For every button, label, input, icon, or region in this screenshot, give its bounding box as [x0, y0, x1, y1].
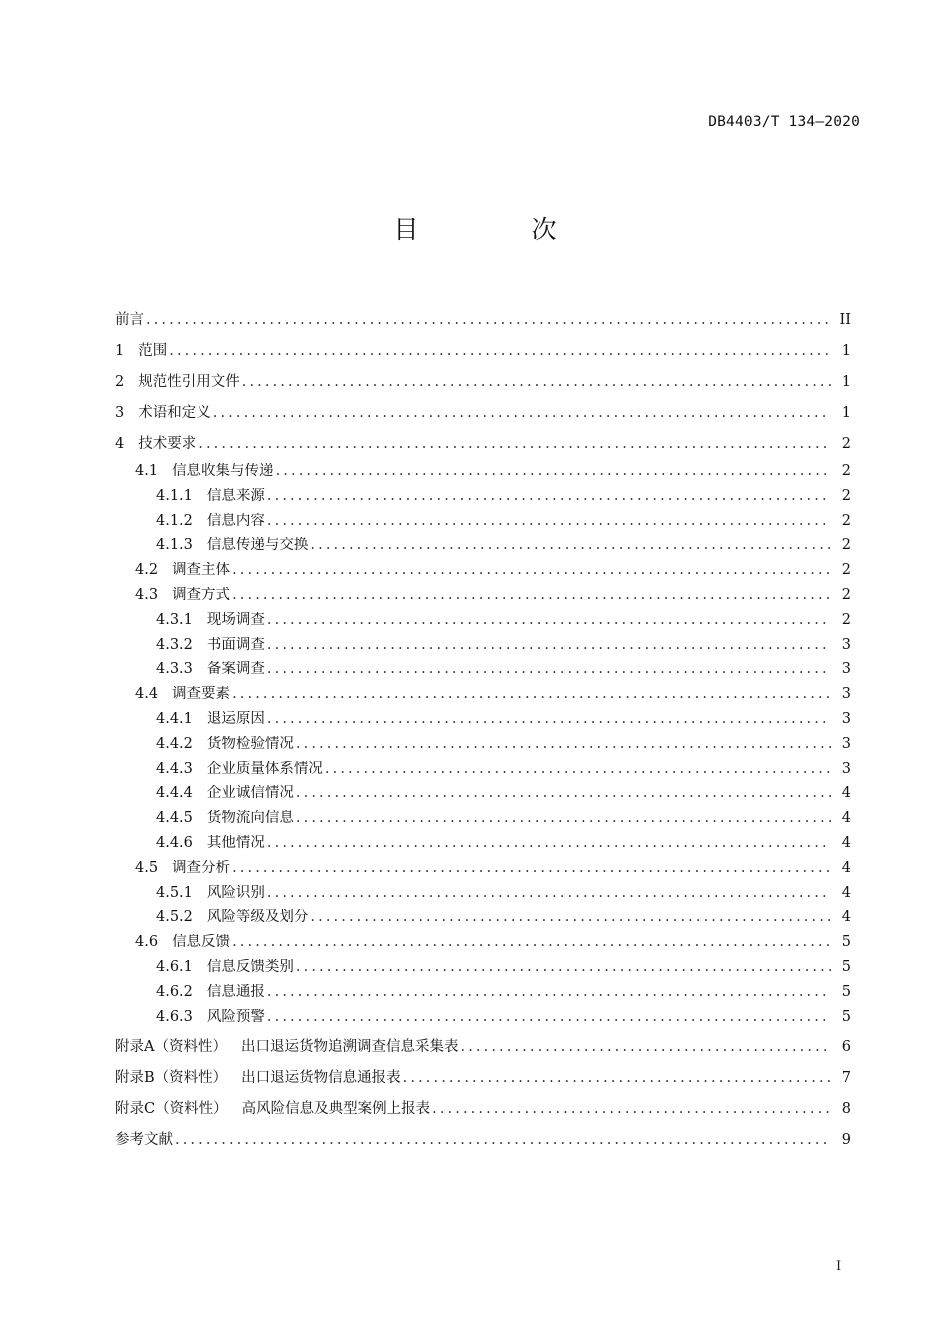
- toc-entry-page: 8: [841, 1101, 851, 1118]
- toc-entry-label: 企业质量体系情况: [206, 760, 323, 777]
- toc-entry-page: 3: [841, 686, 851, 703]
- toc-entry-page: 2: [841, 487, 851, 504]
- toc-leader-dots: [276, 463, 831, 479]
- toc-entry-label: 货物检验情况: [206, 735, 294, 752]
- toc-entry-label: 风险预警: [206, 1008, 265, 1025]
- toc-entry-number: 4.6.1: [156, 958, 193, 975]
- toc-leader-dots: [267, 835, 831, 851]
- toc-entry-page: 3: [841, 710, 851, 727]
- toc-entry[interactable]: [115, 537, 851, 562]
- toc-entry[interactable]: [115, 1095, 851, 1126]
- toc-entry[interactable]: [115, 1126, 851, 1157]
- toc-entry-number: 4.3.2: [156, 636, 193, 653]
- toc-entry-label: 高风险信息及典型案例上报表: [241, 1101, 431, 1118]
- toc-leader-dots: [432, 1101, 831, 1117]
- toc-entry-page: 3: [841, 735, 851, 752]
- toc-leader-dots: [267, 711, 831, 727]
- toc-entry-number: 2: [115, 374, 125, 390]
- toc-entry-label: 书面调查: [206, 636, 265, 653]
- toc-leader-dots: [232, 934, 831, 950]
- toc-entry-number: 4.3.1: [156, 611, 193, 628]
- toc-entry[interactable]: [115, 860, 851, 885]
- toc-entry[interactable]: [115, 909, 851, 934]
- toc-entry-number: 4.1: [135, 463, 159, 479]
- toc-entry-page: 2: [841, 611, 851, 628]
- toc-entry-label: 信息传递与交换: [206, 537, 309, 554]
- page-title: 目 次: [393, 215, 601, 244]
- toc-entry-label: 现场调查: [206, 611, 265, 628]
- toc-entry[interactable]: [115, 401, 851, 432]
- toc-entry[interactable]: [115, 934, 851, 959]
- toc-entry-number: 4.5.1: [156, 884, 193, 901]
- toc-leader-dots: [310, 909, 831, 925]
- toc-entry[interactable]: [115, 637, 851, 662]
- toc-entry-number: 附录A（资料性）: [115, 1039, 227, 1056]
- toc-entry[interactable]: [115, 370, 851, 401]
- toc-leader-dots: [232, 562, 831, 578]
- toc-entry-page: II: [839, 312, 851, 328]
- document-code: DB4403/T 134—2020: [708, 114, 860, 130]
- toc-entry-page: 4: [841, 785, 851, 802]
- toc-leader-dots: [267, 661, 831, 677]
- toc-leader-dots: [242, 374, 831, 390]
- toc-entry-number: 4.4.5: [156, 810, 193, 827]
- toc-leader-dots: [267, 513, 831, 529]
- toc-entry-number: 4: [115, 436, 125, 452]
- toc-entry[interactable]: [115, 1009, 851, 1034]
- toc-leader-dots: [267, 885, 831, 901]
- toc-leader-dots: [213, 405, 831, 421]
- toc-leader-dots: [146, 312, 831, 328]
- toc-entry-number: 4.5: [135, 859, 159, 876]
- toc-entry[interactable]: [115, 432, 851, 463]
- toc-entry-number: 4.4: [135, 686, 159, 703]
- toc-entry-page: 2: [841, 537, 851, 554]
- toc-entry[interactable]: [115, 885, 851, 910]
- toc-entry-page: 6: [841, 1039, 851, 1056]
- toc-entry-number: 附录C（资料性）: [115, 1101, 228, 1118]
- toc-entry-label: 调查主体: [172, 562, 231, 579]
- toc-entry-number: 4.3.3: [156, 661, 193, 678]
- toc-entry-number: 4.4.1: [156, 710, 193, 727]
- toc-leader-dots: [267, 1009, 831, 1025]
- toc-entry-page: 4: [841, 884, 851, 901]
- toc-entry[interactable]: [115, 711, 851, 736]
- toc-entry-label: 信息反馈类别: [206, 958, 294, 975]
- toc-entry[interactable]: [115, 488, 851, 513]
- toc-entry[interactable]: [115, 1033, 851, 1064]
- toc-entry-label: 信息来源: [206, 487, 265, 504]
- toc-entry-label: 备案调查: [206, 661, 265, 678]
- toc-entry-label: 其他情况: [206, 834, 265, 851]
- toc-leader-dots: [460, 1039, 831, 1055]
- toc-entry-label: 术语和定义: [138, 405, 211, 421]
- toc-entry[interactable]: [115, 835, 851, 860]
- toc-entry[interactable]: [115, 761, 851, 786]
- toc-entry-page: 2: [841, 586, 851, 603]
- toc-leader-dots: [169, 343, 831, 359]
- toc-entry[interactable]: [115, 959, 851, 984]
- toc-entry-page: 1: [841, 374, 851, 390]
- toc-entry-label: 货物流向信息: [206, 810, 294, 827]
- toc-entry-number: 4.4.2: [156, 735, 193, 752]
- toc-leader-dots: [310, 537, 831, 553]
- toc-entry-page: 4: [841, 859, 851, 876]
- toc-entry-page: 2: [841, 512, 851, 529]
- toc-entry-page: 9: [841, 1132, 851, 1149]
- toc-entry-label: 调查要素: [172, 686, 231, 703]
- toc-entry-page: 4: [841, 810, 851, 827]
- footer-page-number: I: [836, 1259, 842, 1274]
- toc-entry-page: 2: [841, 463, 851, 479]
- toc-leader-dots: [296, 810, 831, 826]
- toc-entry-number: 1: [115, 343, 125, 359]
- toc-entry-number: 4.1.3: [156, 537, 193, 554]
- toc-entry-page: 3: [841, 760, 851, 777]
- table-of-contents: [115, 308, 851, 1157]
- toc-entry[interactable]: [115, 810, 851, 835]
- toc-leader-dots: [232, 686, 831, 702]
- toc-entry[interactable]: [115, 587, 851, 612]
- toc-entry-page: 1: [841, 405, 851, 421]
- toc-entry-label: 企业诚信情况: [206, 785, 294, 802]
- toc-entry[interactable]: [115, 1064, 851, 1095]
- toc-entry-label: 范围: [138, 343, 168, 359]
- toc-entry-label: 风险等级及划分: [206, 909, 309, 926]
- toc-entry-page: 5: [841, 934, 851, 951]
- toc-entry-page: 4: [841, 834, 851, 851]
- toc-leader-dots: [403, 1070, 831, 1086]
- toc-entry[interactable]: [115, 562, 851, 587]
- toc-entry-number: 4.1.1: [156, 487, 193, 504]
- toc-entry-label: 风险识别: [206, 884, 265, 901]
- toc-entry-page: 5: [841, 958, 851, 975]
- toc-entry-page: 2: [841, 436, 851, 452]
- toc-entry[interactable]: [115, 661, 851, 686]
- toc-entry-number: 4.1.2: [156, 512, 193, 529]
- toc-entry[interactable]: [115, 339, 851, 370]
- toc-entry-label: 规范性引用文件: [138, 374, 240, 390]
- toc-leader-dots: [325, 761, 831, 777]
- toc-entry-label: 信息内容: [206, 512, 265, 529]
- toc-entry-number: 4.4.3: [156, 760, 193, 777]
- toc-entry-label: 技术要求: [138, 436, 197, 452]
- toc-entry-page: 7: [841, 1070, 851, 1087]
- toc-entry-number: 附录B（资料性）: [115, 1070, 228, 1087]
- toc-leader-dots: [232, 587, 831, 603]
- toc-entry-page: 5: [841, 983, 851, 1000]
- toc-entry[interactable]: [115, 785, 851, 810]
- toc-entry-label: 参考文献: [115, 1132, 173, 1149]
- toc-entry-page: 4: [841, 909, 851, 926]
- toc-entry-number: 4.6.3: [156, 1008, 193, 1025]
- toc-entry[interactable]: [115, 513, 851, 538]
- toc-entry-number: 4.3: [135, 586, 159, 603]
- toc-leader-dots: [296, 736, 831, 752]
- toc-entry[interactable]: [115, 612, 851, 637]
- toc-entry-number: 4.6.2: [156, 983, 193, 1000]
- toc-leader-dots: [296, 959, 831, 975]
- toc-leader-dots: [296, 785, 831, 801]
- toc-leader-dots: [267, 637, 831, 653]
- toc-entry-label: 出口退运货物追溯调查信息采集表: [240, 1039, 459, 1056]
- toc-leader-dots: [198, 436, 831, 452]
- toc-entry-number: 4.6: [135, 934, 159, 951]
- toc-entry-label: 调查分析: [172, 859, 231, 876]
- toc-entry-number: 4.2: [135, 562, 159, 579]
- toc-entry-page: 2: [841, 562, 851, 579]
- toc-entry-label: 退运原因: [206, 710, 265, 727]
- toc-entry-label: 信息反馈: [172, 934, 231, 951]
- toc-entry-label: 前言: [115, 312, 144, 328]
- toc-entry-page: 3: [841, 636, 851, 653]
- toc-entry-number: 4.4.6: [156, 834, 193, 851]
- toc-leader-dots: [267, 984, 831, 1000]
- toc-entry-page: 1: [841, 343, 851, 359]
- toc-leader-dots: [175, 1132, 831, 1148]
- toc-entry-label: 出口退运货物信息通报表: [241, 1070, 401, 1087]
- toc-entry-page: 3: [841, 661, 851, 678]
- toc-entry-number: 4.4.4: [156, 785, 193, 802]
- toc-entry-number: 3: [115, 405, 125, 421]
- toc-entry-label: 调查方式: [172, 586, 231, 603]
- toc-leader-dots: [267, 612, 831, 628]
- toc-entry[interactable]: [115, 686, 851, 711]
- toc-entry-label: 信息收集与传递: [172, 463, 274, 479]
- toc-entry-page: 5: [841, 1008, 851, 1025]
- toc-entry-number: 4.5.2: [156, 909, 193, 926]
- toc-leader-dots: [267, 488, 831, 504]
- toc-entry[interactable]: [115, 463, 851, 488]
- toc-entry[interactable]: [115, 736, 851, 761]
- toc-entry[interactable]: [115, 984, 851, 1009]
- toc-leader-dots: [232, 860, 831, 876]
- toc-entry[interactable]: [115, 308, 851, 339]
- toc-entry-label: 信息通报: [206, 983, 265, 1000]
